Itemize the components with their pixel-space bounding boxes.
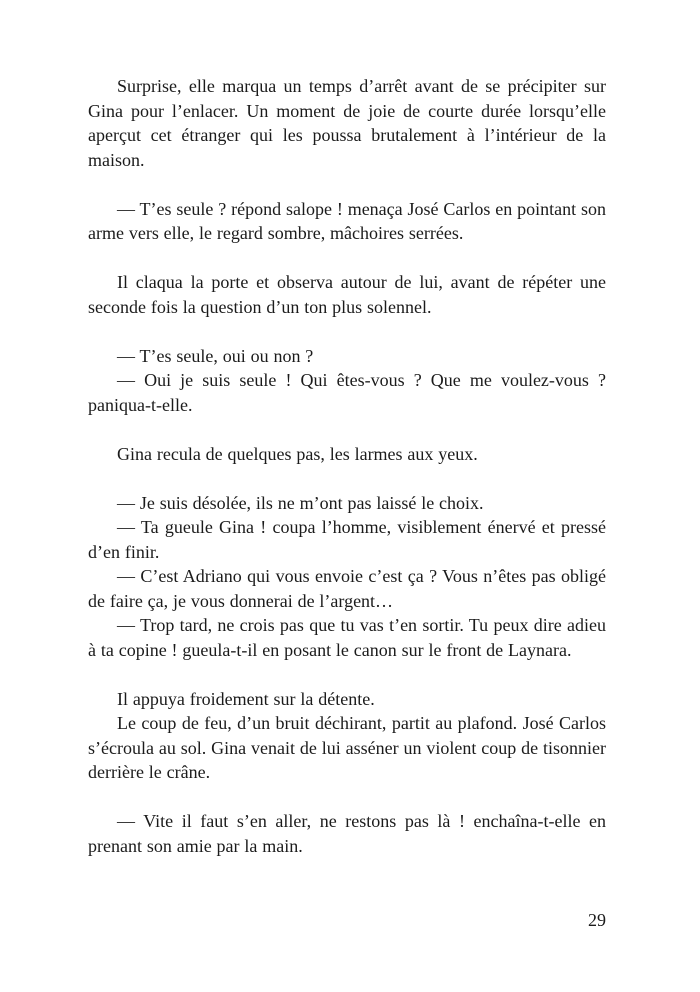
dialogue-paragraph: — T’es seule ? répond salope ! menaça José Carlos en pointant son arme vers elle, le regard sombre, mâchoires serrées.: [88, 198, 606, 243]
dialogue-paragraph: — Je suis désolée, ils ne m’ont pas laissé le choix.: [117, 492, 484, 513]
dialogue-block: [88, 809, 606, 858]
dialogue-paragraph: — Ta gueule Gina ! coupa l’homme, visiblement énervé et pressé d’en finir.: [88, 517, 606, 562]
dialogue-block: [88, 491, 606, 663]
dialogue-paragraph: — Trop tard, ne crois pas que tu vas t’en sortir. Tu peux dire adieu à ta copine ! gueula-t-il en posant le canon sur le front de Laynara.: [88, 615, 606, 660]
dialogue-paragraph: — C’est Adriano qui vous envoie c’est ça ? Vous n’êtes pas obligé de faire ça, je vous donnerai de l’argent…: [88, 566, 606, 611]
dialogue-block: [88, 344, 606, 418]
narration-paragraph: Surprise, elle marqua un temps d’arrêt avant de se précipiter sur Gina pour l’enlacer. Un moment de joie de courte durée lorsqu’elle aperçut cet étranger qui les poussa brutalement à l’intérieur de la maison.: [88, 76, 606, 170]
narration-block: [88, 442, 606, 467]
narration-paragraph: Gina recula de quelques pas, les larmes aux yeux.: [117, 443, 478, 464]
dialogue-block: [88, 197, 606, 246]
narration-paragraph: Il claqua la porte et observa autour de lui, avant de répéter une seconde fois la question d’un ton plus solennel.: [88, 272, 606, 317]
narration-paragraph: Il appuya froidement sur la détente.: [117, 688, 375, 709]
narration-paragraph: Le coup de feu, d’un bruit déchirant, partit au plafond. José Carlos s’écroula au sol. Gina venait de lui asséner un violent coup de tisonnier derrière le crâne.: [88, 713, 606, 782]
narration-block: [88, 687, 606, 785]
dialogue-paragraph: — T’es seule, oui ou non ?: [117, 345, 314, 366]
dialogue-paragraph: — Oui je suis seule ! Qui êtes-vous ? Que me voulez-vous ? paniqua-t-elle.: [88, 370, 606, 415]
dialogue-paragraph: — Vite il faut s’en aller, ne restons pas là ! enchaîna-t-elle en prenant son amie par la main.: [88, 811, 606, 856]
narration-block: [88, 270, 606, 319]
page-number: 29: [588, 910, 606, 930]
narration-block: [88, 74, 606, 172]
